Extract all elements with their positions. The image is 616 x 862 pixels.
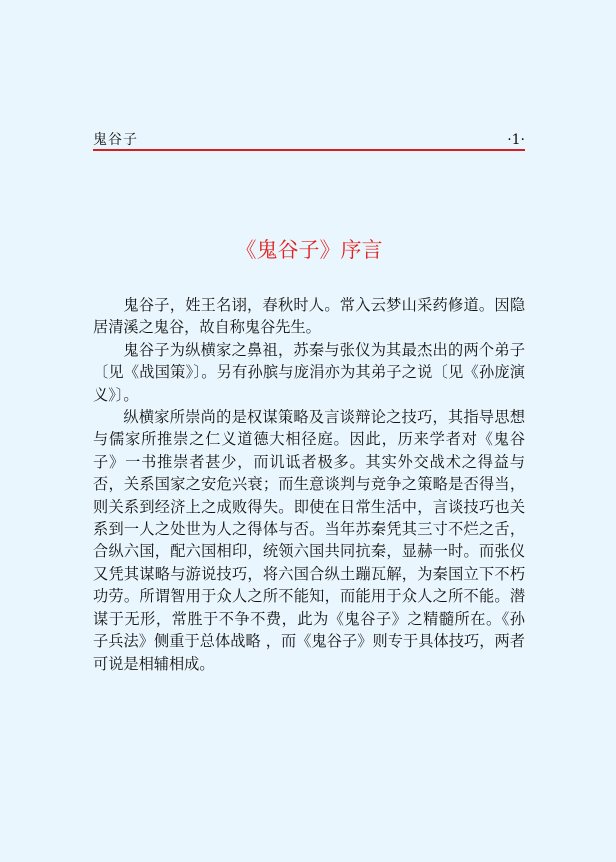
- running-header-title: 鬼谷子: [93, 132, 138, 148]
- running-header: [93, 132, 525, 148]
- paragraph: 纵横家所崇尚的是权谋策略及言谈辩论之技巧，其指导思想与儒家所推崇之仁义道德大相径庭。因此，历来学者对《鬼谷子》一书推崇者甚少，而讥诋者极多。其实外交战术之得益与否，关系国家之安危兴衰；而生意谈判与竞争之策略是否得当，则关系到经济上之成败得失。即使在日常生活中，言谈技巧也关系到一人之处世为人之得体与否。当年苏秦凭其三寸不烂之舌，合纵六国，配六国相印，统领六国共同抗秦，显赫一时。而张仪又凭其谋略与游说技巧，将六国合纵土蹦瓦解，为秦国立下不朽功劳。所谓智用于众人之所不能知，而能用于众人之所不能。潜谋于无形，常胜于不争不费，此为《鬼谷子》之精髓所在。《孙子兵法》侧重于总体战略 ，而《鬼谷子》则专于具体技巧，两者可说是相辅相成。: [93, 408, 525, 673]
- body-text: [93, 294, 525, 675]
- paragraph: 鬼谷子，姓王名诩，春秋时人。常入云梦山采药修道。因隐居清溪之鬼谷，故自称鬼谷先生。: [93, 296, 525, 337]
- page-number: ·1·: [507, 132, 525, 148]
- paragraph: 鬼谷子为纵横家之鼻祖，苏秦与张仪为其最杰出的两个弟子〔见《战国策》〕。另有孙膑与庞涓亦为其弟子之说〔见《孙庞演义》〕。: [93, 340, 525, 404]
- section-title: 《鬼谷子》序言: [235, 238, 383, 263]
- header-divider: [93, 149, 525, 151]
